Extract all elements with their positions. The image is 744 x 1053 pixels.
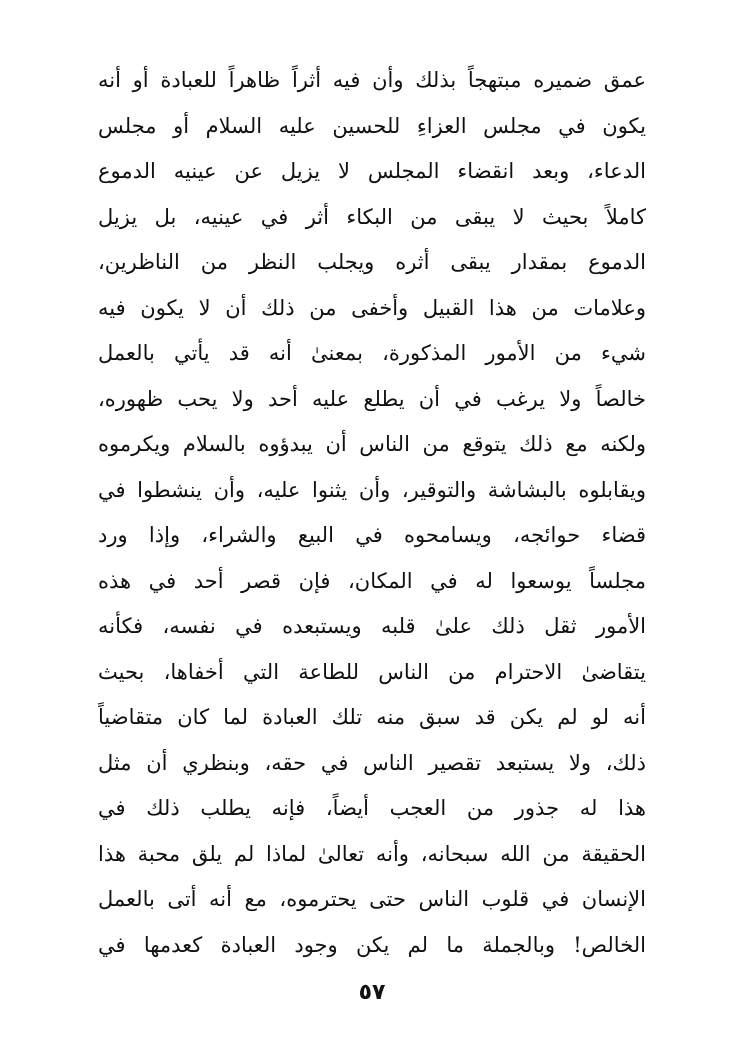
text-line: مجلساً يوسعوا له في المكان، فإن قصر أحد في هذه — [98, 568, 646, 593]
text-line: خالصاً ولا يرغب في أن يطلع عليه أحد ولا يحب ظهوره، — [98, 386, 646, 411]
text-line: شيء من الأمور المذكورة، بمعنىٰ أنه قد يأتي بالعمل — [98, 341, 646, 365]
text-line: ولكنه مع ذلك يتوقع من الناس أن يبدؤوه بالسلام ويكرموه — [98, 432, 646, 456]
body-text — [98, 58, 646, 968]
text-line: الدعاء، وبعد انقضاء المجلس لا يزيل عن عينيه الدموع — [98, 159, 646, 183]
text-line: الإنسان في قلوب الناس حتى يحترموه، مع أنه أتى بالعمل — [98, 887, 646, 911]
text-line: يكون في مجلس العزاءِ للحسين عليه السلام أو مجلس — [98, 113, 646, 138]
text-line: الخالص! وبالجملة ما لم يكن وجود العبادة كعدمها في — [98, 932, 646, 957]
text-line: يتقاضىٰ الاحترام من الناس للطاعة التي أخفاها، بحيث — [98, 659, 646, 684]
text-line: أنه لو لم يكن قد سبق منه تلك العبادة لما كان متقاضياً — [98, 705, 646, 729]
text-line: وعلامات من هذا القبيل وأخفى من ذلك أن لا يكون فيه — [98, 295, 646, 320]
text-line: الأمور ثقل ذلك علىٰ قلبه ويستبعده في نفسه، فكأنه — [98, 614, 646, 638]
text-line: الدموع بمقدار يبقى أثره ويجلب النظر من الناظرين، — [98, 250, 646, 274]
text-line: كاملاً بحيث لا يبقى من البكاء أثر في عينيه، بل يزيل — [98, 204, 646, 229]
text-line: الحقيقة من الله سبحانه، وأنه تعالىٰ لماذا لم يلق محبة هذا — [98, 841, 646, 866]
text-line: عمق ضميره مبتهجاً بذلك وأن فيه أثراً ظاهراً للعبادة أو أنه — [98, 68, 646, 92]
text-line: ويقابلوه بالبشاشة والتوقير، وأن يثنوا عليه، وأن ينشطوا في — [98, 477, 646, 502]
text-line: ذلك، ولا يستبعد تقصير الناس في حقه، وبنظري أن مثل — [98, 750, 646, 775]
page-number: ٥٧ — [358, 980, 386, 1005]
text-line: هذا له جذور من العجب أيضاً، فإنه يطلب ذلك في — [98, 796, 646, 820]
text-line: قضاء حوائجه، ويسامحوه في البيع والشراء، وإذا ورد — [98, 523, 646, 547]
